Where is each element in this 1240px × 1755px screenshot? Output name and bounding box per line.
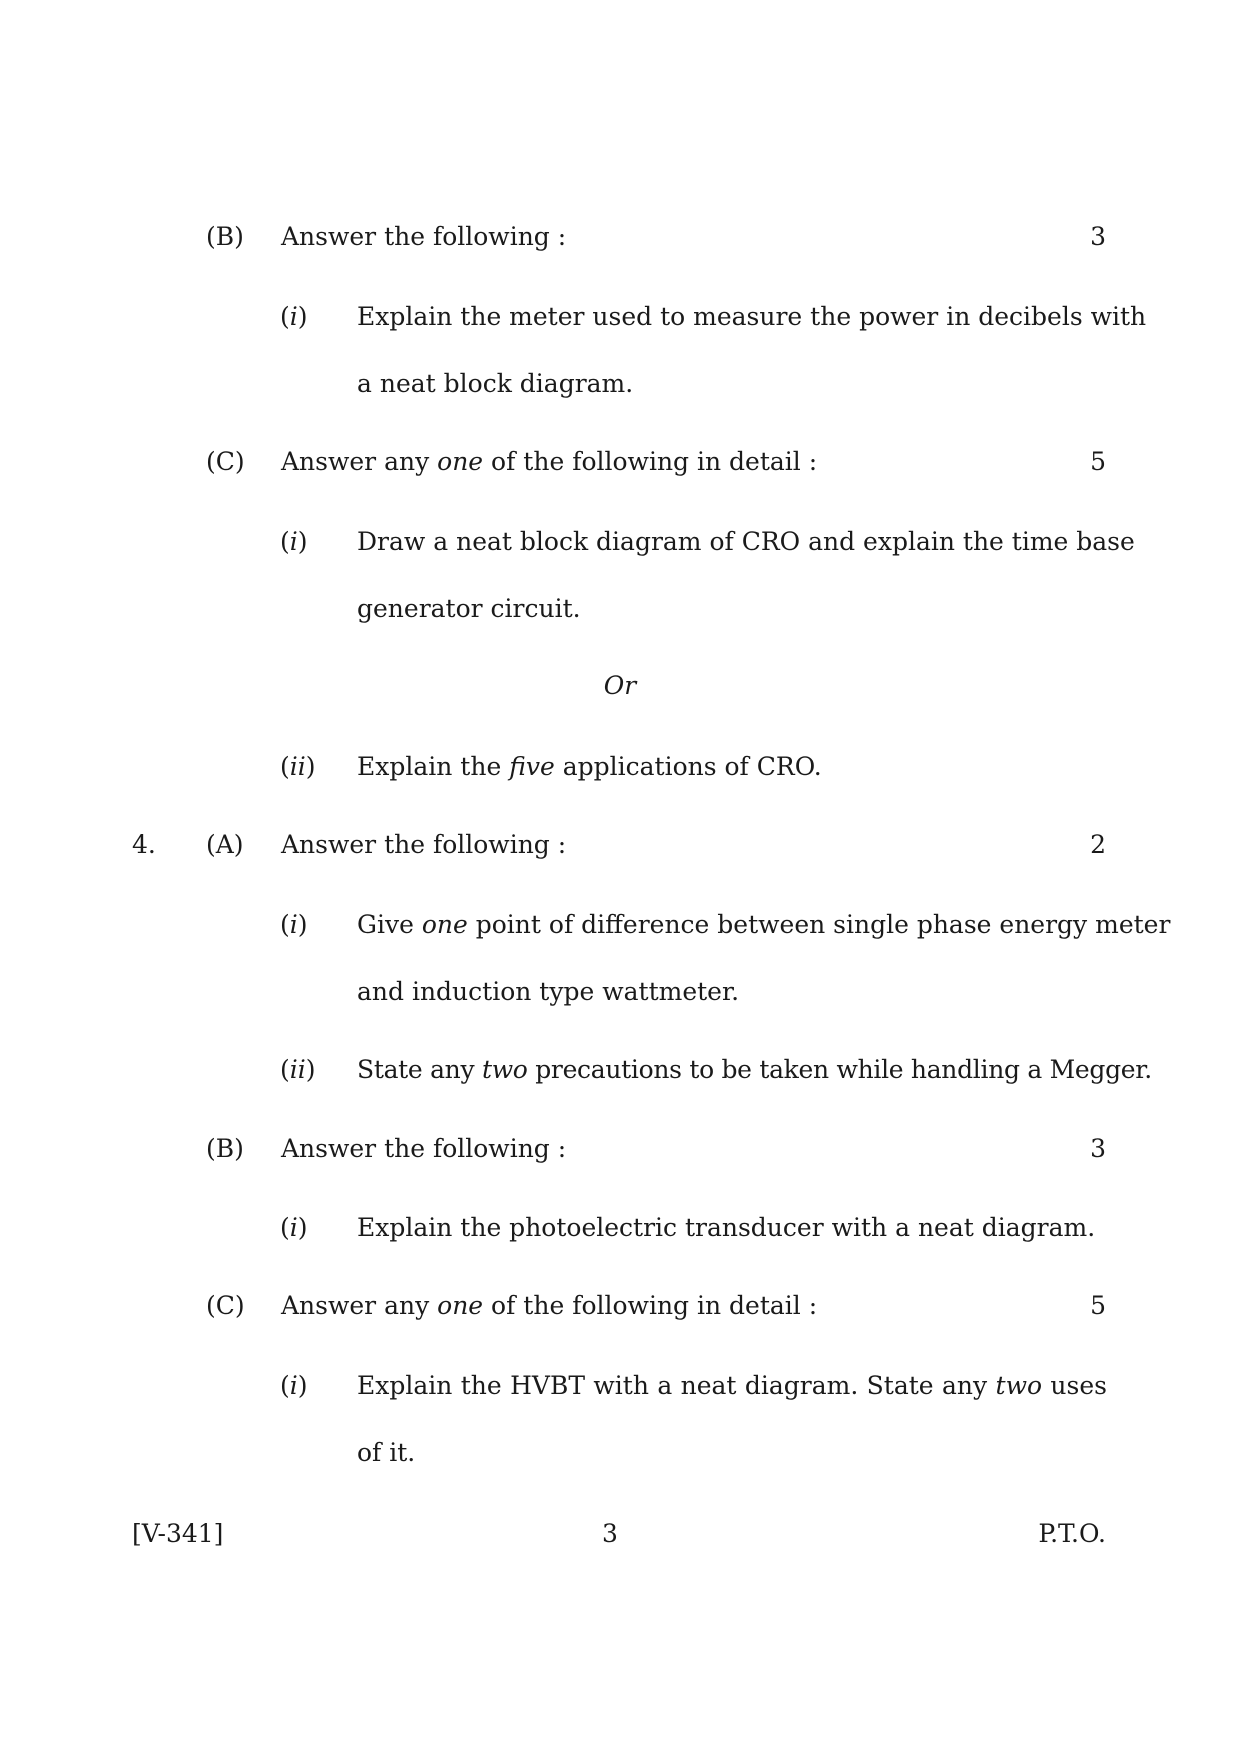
q4-c-i-line2: of it. (357, 1438, 416, 1467)
q3-c-prompt: Answer any one of the following in detail : (281, 447, 818, 476)
q4-a-marks: 2 (1090, 830, 1106, 859)
q4-a-label: (A) (206, 830, 244, 859)
q3-c-i-line1: Draw a neat block diagram of CRO and explain the time base (357, 527, 1135, 556)
q3-b-i-num: (i) (280, 302, 308, 331)
q4-a-ii-num: (ii) (280, 1055, 316, 1084)
q4-c-i-line1: Explain the HVBT with a neat diagram. State any two uses (357, 1371, 1107, 1400)
q3-c-i-line2: generator circuit. (357, 594, 581, 623)
q4-a-i-line1: Give one point of difference between single phase energy meter (357, 910, 1171, 939)
q4-c-i-num: (i) (280, 1371, 308, 1400)
q3-c-ii-text: Explain the five applications of CRO. (357, 752, 822, 781)
q3-c-marks: 5 (1090, 447, 1106, 476)
q4-b-marks: 3 (1090, 1134, 1106, 1163)
q4-c-prompt: Answer any one of the following in detail : (281, 1291, 818, 1320)
q3-c-ii-num: (ii) (280, 752, 316, 781)
q3-b-prompt: Answer the following : (281, 222, 567, 251)
q4-a-ii-text: State any two precautions to be taken while handling a Megger. (357, 1055, 1152, 1084)
q3-b-label: (B) (206, 222, 244, 251)
q4-number: 4. (132, 830, 156, 859)
q3-c-label: (C) (206, 447, 245, 476)
q4-a-i-num: (i) (280, 910, 308, 939)
q3-b-i-line1: Explain the meter used to measure the power in decibels with (357, 302, 1147, 331)
q4-c-marks: 5 (1090, 1291, 1106, 1320)
q4-b-i-text: Explain the photoelectric transducer with a neat diagram. (357, 1213, 1096, 1242)
q4-a-prompt: Answer the following : (281, 830, 567, 859)
q3-b-marks: 3 (1090, 222, 1106, 251)
q4-b-prompt: Answer the following : (281, 1134, 567, 1163)
footer-page-number: 3 (602, 1519, 618, 1548)
q3-b-i-line2: a neat block diagram. (357, 369, 634, 398)
q3-c-or: Or (603, 671, 637, 700)
q3-c-i-num: (i) (280, 527, 308, 556)
footer-pto: P.T.O. (1038, 1519, 1106, 1548)
q4-b-label: (B) (206, 1134, 244, 1163)
q4-a-i-line2: and induction type wattmeter. (357, 977, 740, 1006)
footer-paper-code: [V-341] (132, 1519, 224, 1548)
q4-c-label: (C) (206, 1291, 245, 1320)
q4-b-i-num: (i) (280, 1213, 308, 1242)
